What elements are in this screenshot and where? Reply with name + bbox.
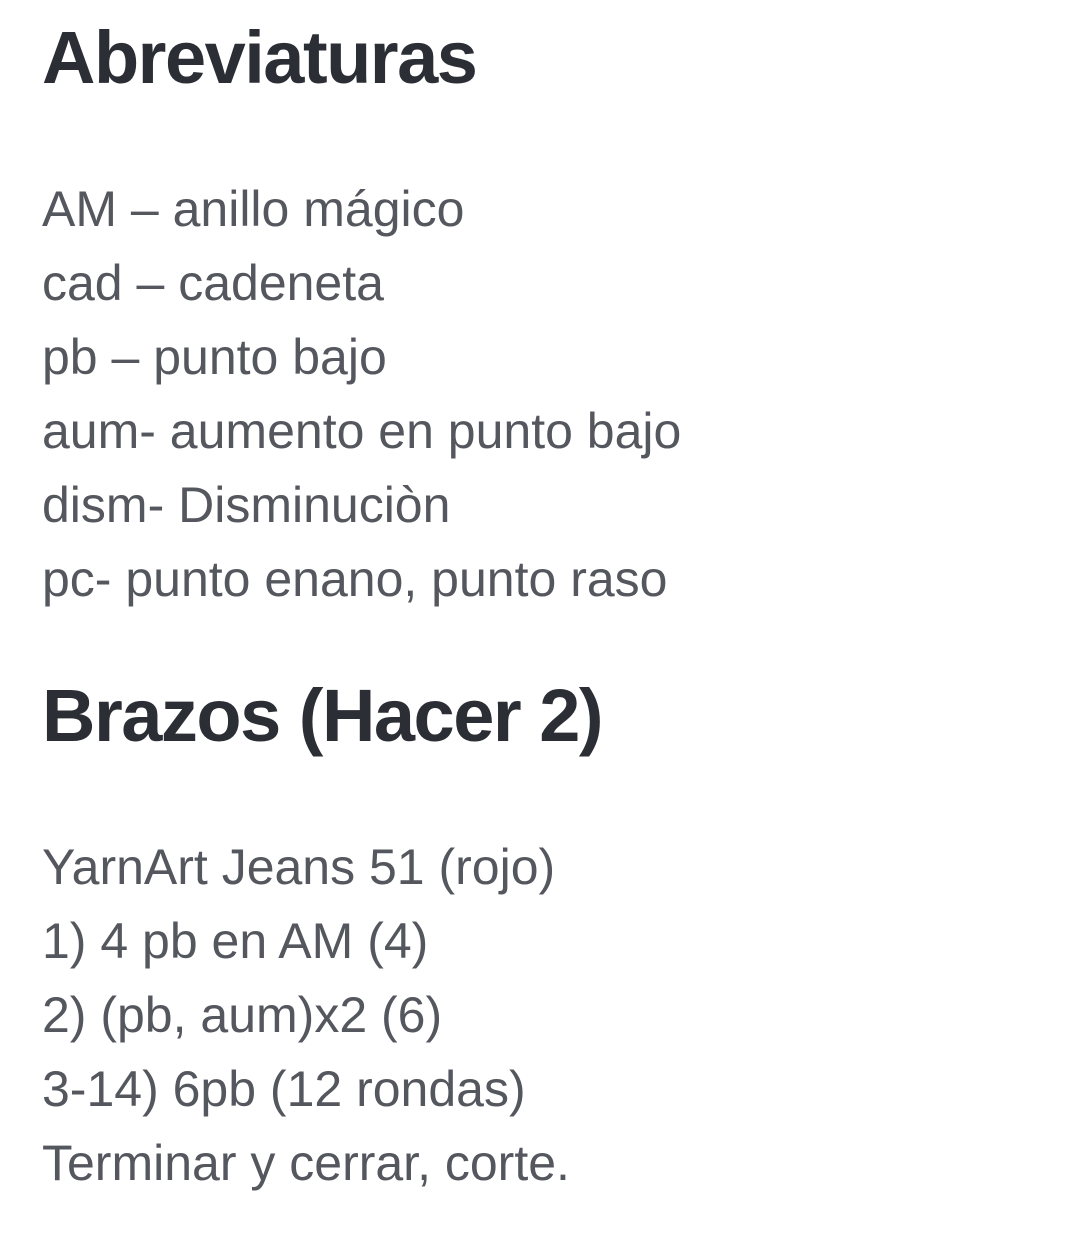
arms-rounds-3-14: 3-14) 6pb (12 rondas) <box>42 1061 526 1118</box>
arms-heading: Brazos (Hacer 2) <box>42 674 603 758</box>
arms-round-1: 1) 4 pb en AM (4) <box>42 913 429 970</box>
abbreviation-line-cad: cad – cadeneta <box>42 255 384 312</box>
arms-yarn-line: YarnArt Jeans 51 (rojo) <box>42 839 556 896</box>
abbreviation-line-dism: dism- Disminuciòn <box>42 477 451 534</box>
section-abbreviations <box>42 10 1040 616</box>
abbreviation-line-am: AM – anillo mágico <box>42 181 465 238</box>
abbreviations-heading: Abreviaturas <box>42 16 477 99</box>
abbreviation-line-aum: aum- aumento en punto bajo <box>42 403 682 460</box>
abbreviations-list <box>42 172 1040 616</box>
arms-finish-line: Terminar y cerrar, corte. <box>42 1135 570 1192</box>
abbreviation-line-pc: pc- punto enano, punto raso <box>42 551 668 608</box>
abbreviation-line-pb: pb – punto bajo <box>42 329 387 386</box>
section-arms <box>42 668 1040 1200</box>
arms-round-2: 2) (pb, aum)x2 (6) <box>42 987 443 1044</box>
arms-instructions-list <box>42 830 1040 1200</box>
